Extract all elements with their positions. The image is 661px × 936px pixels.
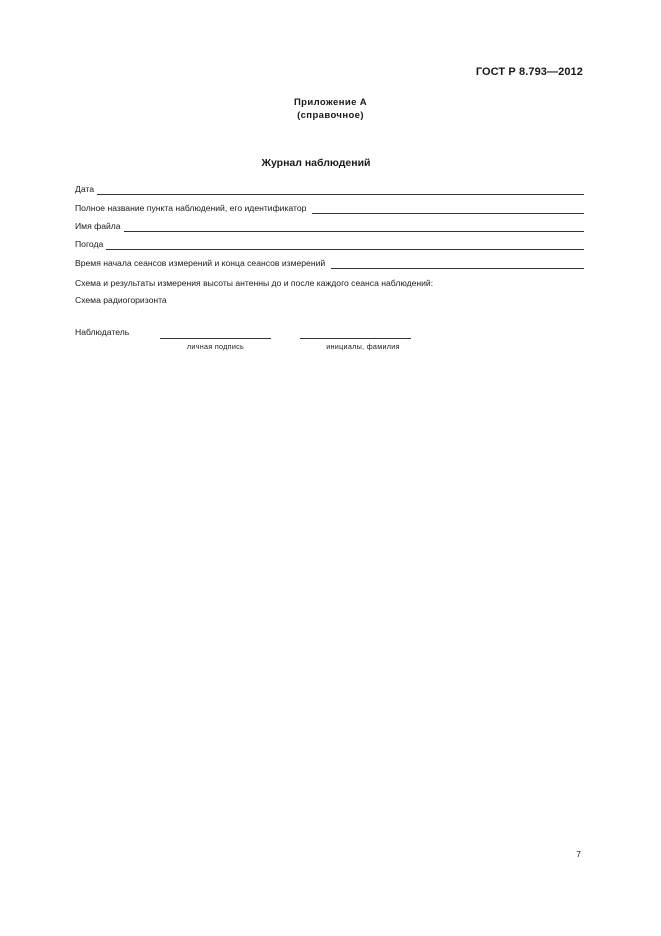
page-number: 7 [576,849,581,859]
session-time-label: Время начала сеансов измерений и конца сеансов измерений [75,258,326,268]
appendix-heading [0,96,661,122]
signature-row [75,327,475,357]
station-name-field [75,202,584,214]
signature-caption: личная подпись [186,342,245,351]
file-name-field [75,220,584,232]
station-name-blank-line [312,204,584,214]
antenna-scheme-text: Схема и результаты измерения высоты антенны до и после каждого сеанса наблюдений: [75,278,434,288]
weather-field [75,238,584,250]
file-name-label: Имя файла [75,221,121,231]
weather-blank-line [106,240,584,250]
session-time-blank-line [331,259,584,269]
date-blank-line [97,185,584,195]
station-name-label: Полное название пункта наблюдений, его идентификатор [75,203,307,213]
document-code: ГОСТ Р 8.793—2012 [475,66,583,78]
weather-label: Погода [75,239,104,249]
appendix-subtitle: (справочное) [297,110,364,121]
appendix-title: Приложение А [293,97,368,108]
signature-blank-line [160,338,271,339]
name-blank-line [300,338,411,339]
date-label: Дата [75,184,95,194]
journal-title: Журнал наблюдений [261,157,371,169]
name-caption: инициалы, фамилия [326,342,400,351]
file-name-blank-line [124,222,584,232]
date-field [75,183,584,195]
observer-label: Наблюдатель [75,327,130,337]
radio-horizon-text: Схема радиогоризонта [75,295,167,305]
session-time-field [75,257,584,269]
